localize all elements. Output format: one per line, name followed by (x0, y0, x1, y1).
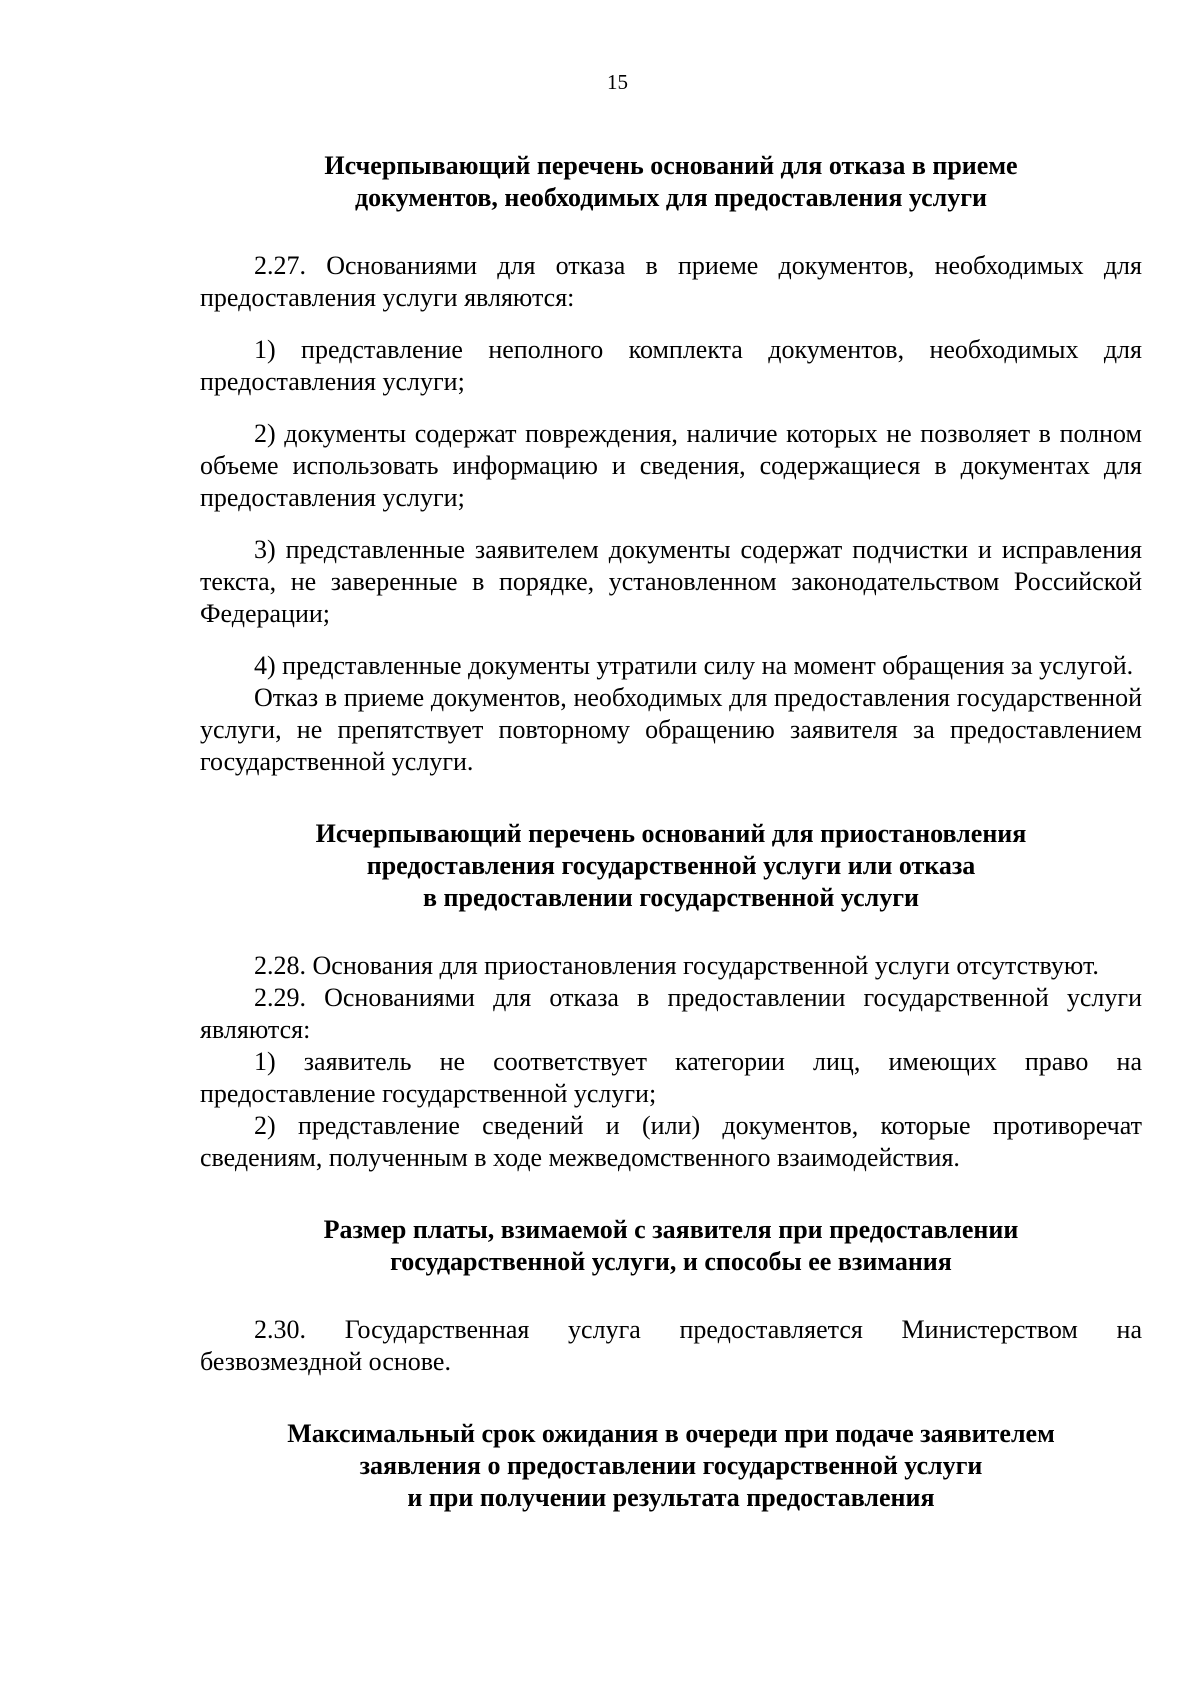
list-item: 4) представленные документы утратили силу на момент обращения за услугой. (254, 651, 1134, 680)
heading-line: в предоставлении государственной услуги (422, 883, 919, 912)
heading-line: документов, необходимых для предоставления услуги (354, 183, 988, 212)
heading-line: Размер платы, взимаемой с заявителя при предоставлении (323, 1215, 1019, 1244)
refusal-note: Отказ в приеме документов, необходимых для предоставления государственной услуги, не препятствует повторному обращению заявителя за предоставлением государственной услуги. (200, 683, 1142, 776)
heading-line: государственной услуги, и способы ее взимания (390, 1247, 952, 1276)
heading-line: Исчерпывающий перечень оснований для приостановления (315, 819, 1027, 848)
document-body (200, 150, 1142, 1514)
heading-line: Максимальный срок ожидания в очереди при подаче заявителем (287, 1419, 1055, 1448)
list-item: 1) представление неполного комплекта документов, необходимых для предоставления услуги; (200, 335, 1142, 396)
heading-queue-time (200, 1418, 1142, 1514)
heading-line: Исчерпывающий перечень оснований для отказа в приеме (324, 151, 1018, 180)
heading-refusal-documents (200, 150, 1142, 214)
list-item: 1) заявитель не соответствует категории лиц, имеющих право на предоставление государственной услуги; (200, 1047, 1142, 1108)
list-item: 2) документы содержат повреждения, наличие которых не позволяет в полном объеме использовать информацию и сведения, содержащиеся в документах для предоставления услуги; (200, 419, 1142, 512)
heading-suspension-grounds (200, 818, 1142, 914)
heading-line: и при получении результата предоставления (407, 1483, 935, 1512)
paragraph-2-28: 2.28. Основания для приостановления государственной услуги отсутствуют. (254, 951, 1099, 980)
paragraph-2-27: 2.27. Основаниями для отказа в приеме документов, необходимых для предоставления услуги являются: (200, 251, 1142, 312)
page-number: 15 (607, 70, 628, 94)
paragraph-2-29: 2.29. Основаниями для отказа в предоставлении государственной услуги являются: (200, 983, 1142, 1044)
paragraph-2-30: 2.30. Государственная услуга предоставляется Министерством на безвозмездной основе. (200, 1315, 1142, 1376)
heading-fee (200, 1214, 1142, 1278)
heading-line: предоставления государственной услуги или отказа (366, 851, 976, 880)
list-item: 3) представленные заявителем документы содержат подчистки и исправления текста, не заверенные в порядке, установленном законодательством Российской Федерации; (200, 535, 1142, 628)
list-item: 2) представление сведений и (или) документов, которые противоречат сведениям, полученным в ходе межведомственного взаимодействия. (200, 1111, 1142, 1172)
heading-line: заявления о предоставлении государственной услуги (359, 1451, 983, 1480)
